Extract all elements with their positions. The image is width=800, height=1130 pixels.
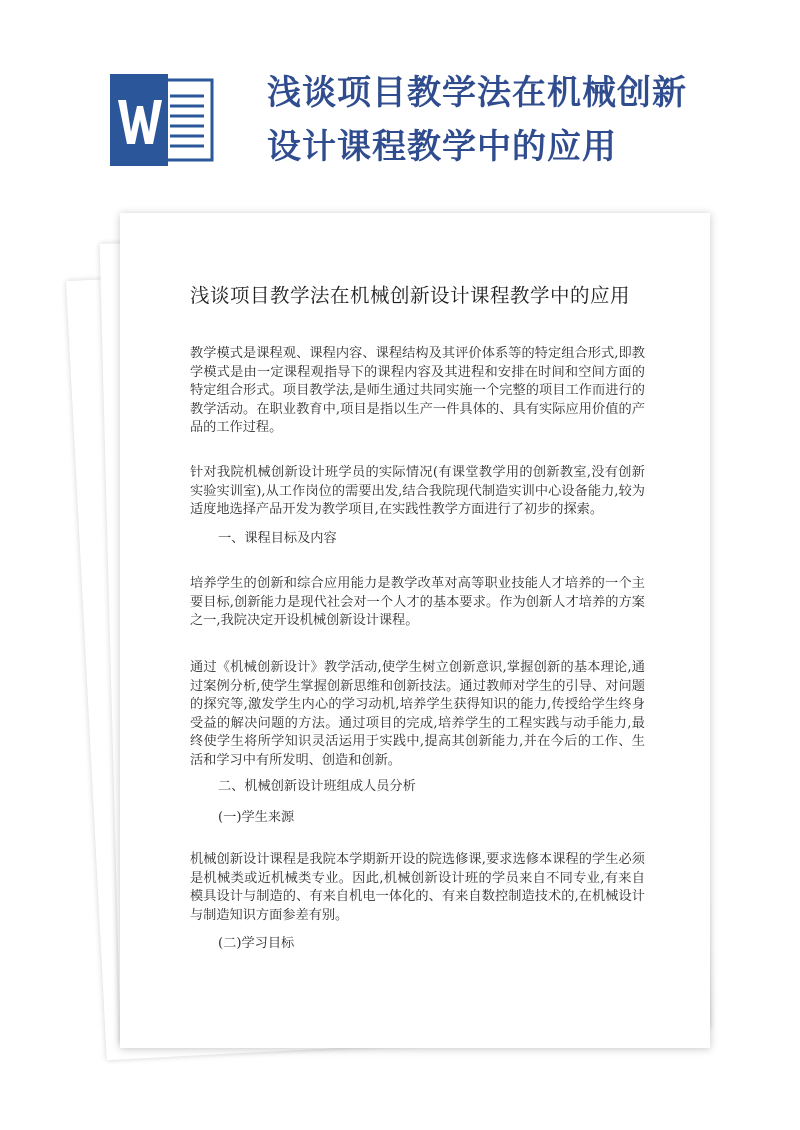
- hero-title: 浅谈项目教学法在机械创新设计课程教学中的应用: [267, 73, 687, 167]
- paragraph: 针对我院机械创新设计班学员的实际情况(有课堂教学用的创新教室,没有创新实验实训室),从工作岗位的需要出发,结合我院现代制造实训中心设备能力,较为适度地选择产品开发为教学项目,在实践性教学方面进行了初步的探索。: [190, 465, 645, 518]
- paragraph: 通过《机械创新设计》教学活动,使学生树立创新意识,掌握创新的基本理论,通过案例分析,使学生掌握创新思维和创新技法。通过教师对学生的引导、对问题的探究等,激发学生内心的学习动机,培养学生获得知识的能力,传授给学生终身受益的解决问题的方法。通过项目的完成,培养学生的工程实践与动手能力,最终使学生将所学知识灵活运用于实践中,提高其创新能力,并在今后的工作、生活和学习中有所发明、创造和创新。: [190, 660, 645, 768]
- subsection-heading: (一)学生来源: [218, 810, 295, 825]
- document-title: 浅谈项目教学法在机械创新设计课程教学中的应用: [190, 284, 631, 307]
- subsection-heading: (二)学习目标: [218, 936, 295, 951]
- word-document-icon: [108, 72, 216, 168]
- paragraph: 教学模式是课程观、课程内容、课程结构及其评价体系等的特定组合形式,即教学模式是由一定课程观指导下的课程内容及其进程和安排在时间和空间方面的特定组合形式。项目教学法,是师生通过共同实施一个完整的项目工作而进行的教学活动。在职业教育中,项目是指以生产一件具体的、具有实际应用价值的产品的工作过程。: [190, 346, 645, 436]
- section-heading: 二、机械创新设计班组成人员分析: [218, 779, 416, 794]
- section-heading: 一、课程目标及内容: [218, 531, 337, 546]
- paragraph: 培养学生的创新和综合应用能力是教学改革对高等职业技能人才培养的一个主要目标,创新能力是现代社会对一个人才的基本要求。作为创新人才培养的方案之一,我院决定开设机械创新设计课程。: [190, 576, 645, 629]
- document-page: [120, 213, 710, 1048]
- hero-banner: [0, 0, 800, 210]
- paragraph: 机械创新设计课程是我院本学期新开设的院选修课,要求选修本课程的学生必须是机械类或近机械类专业。因此,机械创新设计班的学员来自不同专业,有来自模具设计与制造的、有来自机电一体化的、有来自数控制造技术的,在机械设计与制造知识方面参差有别。: [190, 852, 645, 923]
